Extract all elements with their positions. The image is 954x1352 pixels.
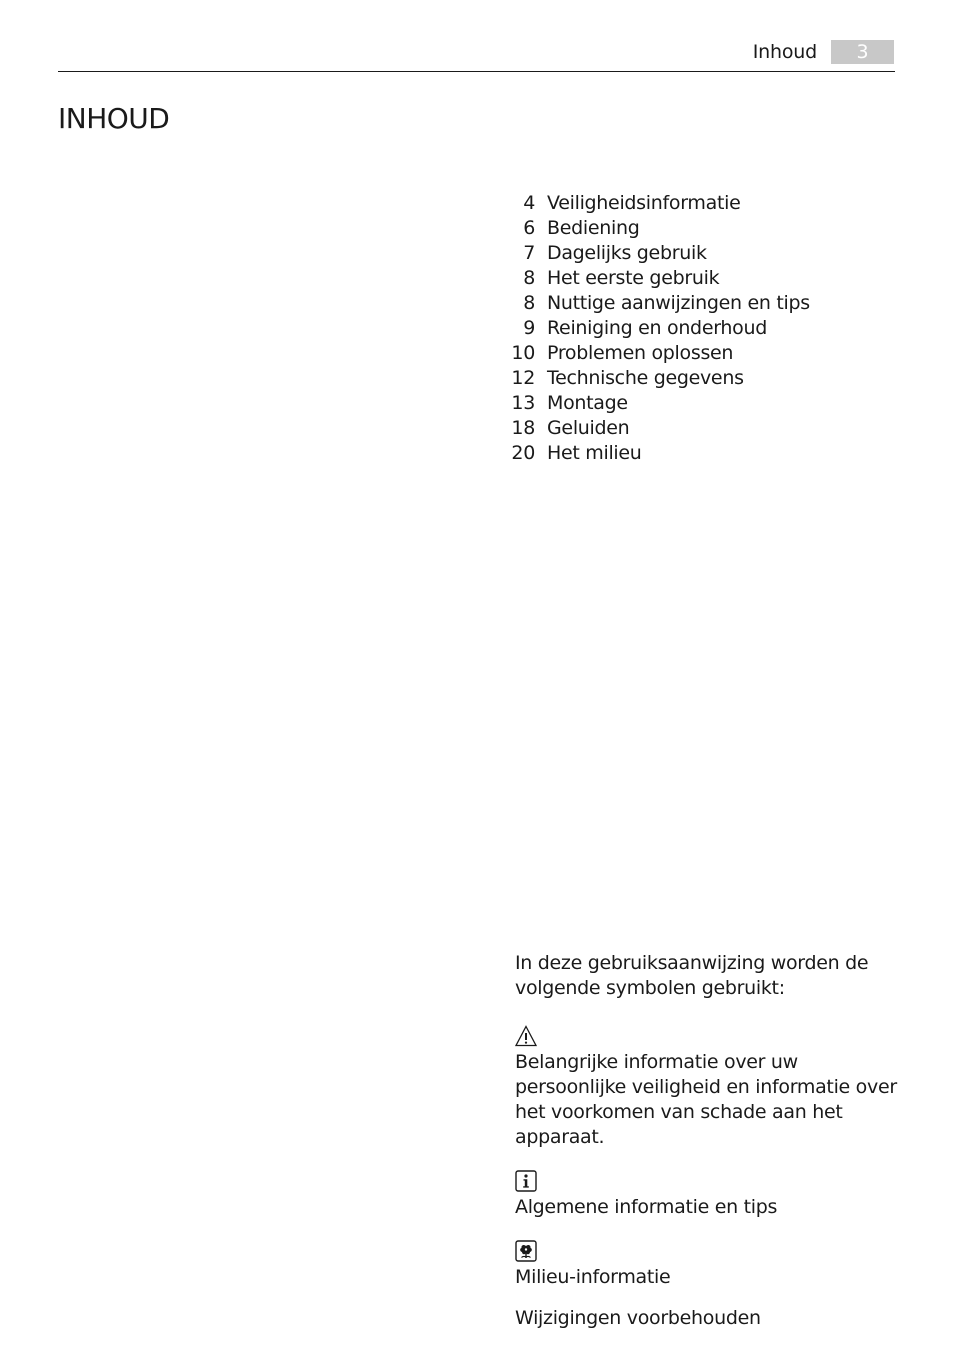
toc-page-number: 10: [511, 341, 535, 364]
symbols-legend: [515, 951, 900, 1331]
toc-entry[interactable]: [505, 290, 810, 315]
toc-page-number: 9: [523, 316, 535, 339]
running-header: [753, 38, 894, 66]
toc-label: Reiniging en onderhoud: [547, 316, 767, 339]
running-header-label: Inhoud: [752, 41, 817, 63]
toc-label: Technische gegevens: [547, 366, 744, 389]
toc-page-number: 20: [511, 441, 535, 464]
toc-page-number: 4: [523, 191, 535, 214]
info-description: Algemene informatie en tips: [515, 1196, 778, 1218]
toc-entry[interactable]: [505, 240, 810, 265]
page-number: 3: [831, 40, 894, 64]
toc-entry[interactable]: [505, 365, 810, 390]
toc-label: Het milieu: [547, 441, 642, 464]
table-of-contents: [505, 190, 810, 465]
toc-entry[interactable]: [505, 340, 810, 365]
toc-page-number: 12: [511, 366, 535, 389]
toc-entry[interactable]: [505, 265, 810, 290]
toc-page-number: 6: [523, 216, 535, 239]
toc-label: Dagelijks gebruik: [547, 241, 707, 264]
toc-entry[interactable]: [505, 415, 810, 440]
toc-label: Geluiden: [547, 416, 630, 439]
toc-entry[interactable]: [505, 440, 810, 465]
toc-entry[interactable]: [505, 190, 810, 215]
page-title: INHOUD: [58, 102, 170, 135]
header-divider: [58, 71, 895, 72]
warning-description: Belangrijke informatie over uw persoonlijke veiligheid en informatie over het voorkomen van schade aan het apparaat.: [515, 1051, 897, 1148]
toc-entry[interactable]: [505, 315, 810, 340]
environment-description: Milieu-informatie: [515, 1266, 671, 1288]
toc-entry[interactable]: [505, 390, 810, 415]
toc-label: Nuttige aanwijzingen en tips: [547, 291, 810, 314]
warning-triangle-icon: [515, 1025, 537, 1047]
toc-page-number: 8: [523, 291, 535, 314]
toc-label: Bediening: [547, 216, 640, 239]
toc-page-number: 8: [523, 266, 535, 289]
info-icon: [515, 1170, 537, 1192]
environment-flower-icon: [515, 1240, 537, 1262]
changes-reserved-note: Wijzigingen voorbehouden: [515, 1307, 761, 1329]
toc-label: Veiligheidsinformatie: [547, 191, 741, 214]
toc-entry[interactable]: [505, 215, 810, 240]
toc-page-number: 18: [511, 416, 535, 439]
toc-page-number: 13: [511, 391, 535, 414]
toc-label: Het eerste gebruik: [547, 266, 720, 289]
toc-label: Montage: [547, 391, 628, 414]
symbols-intro: In deze gebruiksaanwijzing worden de volgende symbolen gebruikt:: [515, 952, 869, 999]
toc-page-number: 7: [523, 241, 535, 264]
toc-label: Problemen oplossen: [547, 341, 734, 364]
